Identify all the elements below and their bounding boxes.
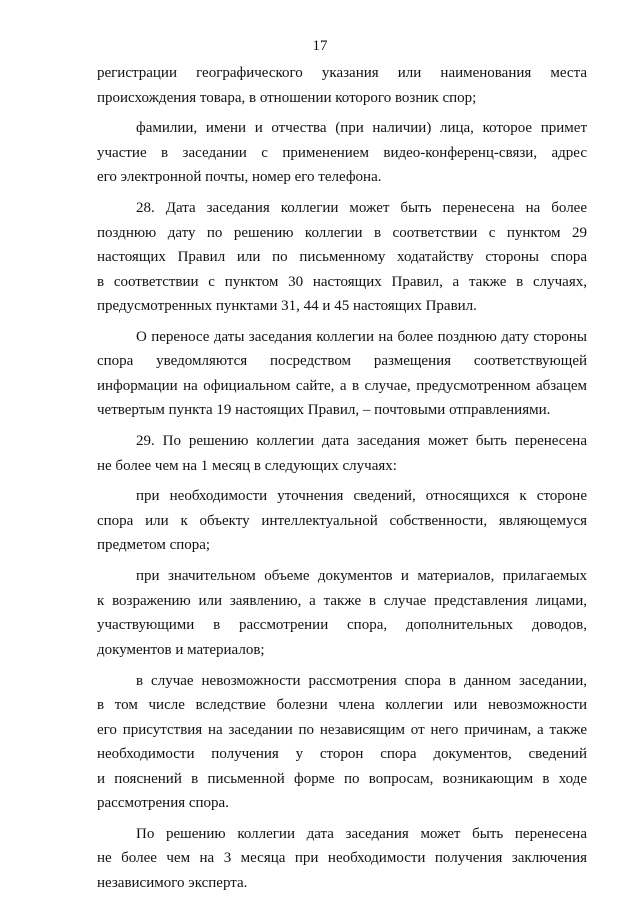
text-line: происхождения товара, в отношении которого возник спор; <box>97 89 477 106</box>
text-line: участие в заседании с применением видео-конференц-связи, адрес <box>97 144 587 161</box>
text-line: участвующими в рассмотрении спора, дополнительных доводов, <box>97 617 587 634</box>
text-line: в том числе вследствие болезни члена коллегии или невозможности <box>97 697 587 714</box>
text-line: и пояснений в письменной форме по вопросам, возникающим в ходе <box>97 770 587 787</box>
text-line: при значительном объеме документов и материалов, прилагаемых <box>136 568 587 585</box>
document-body <box>97 61 587 895</box>
text-line: спора или к объекту интеллектуальной собственности, являющемуся <box>97 512 587 529</box>
text-line: О переносе даты заседания коллегии на более позднюю дату стороны <box>136 328 587 345</box>
paragraph <box>97 822 587 896</box>
paragraph <box>97 325 587 423</box>
text-line: По решению коллегии дата заседания может быть перенесена <box>136 825 587 842</box>
text-line: регистрации географического указания или наименования места <box>97 65 587 81</box>
text-line: не более чем на 1 месяц в следующих случаях: <box>97 457 397 474</box>
text-line: документов и материалов; <box>97 641 265 658</box>
paragraph <box>97 429 587 478</box>
text-line: четвертым пункта 19 настоящих Правил, – почтовыми отправлениями. <box>97 402 551 419</box>
paragraph <box>97 61 587 110</box>
text-line: при необходимости уточнения сведений, относящихся к стороне <box>136 488 587 505</box>
paragraph <box>97 116 587 190</box>
text-line: в случае невозможности рассмотрения спора в данном заседании, <box>136 672 587 689</box>
paragraph <box>97 196 587 319</box>
text-line: необходимости получения у сторон спора документов, сведений <box>97 746 587 763</box>
text-line: предметом спора; <box>97 537 211 554</box>
page-number: 17 <box>312 38 328 54</box>
text-line: спора уведомляются посредством размещения соответствующей <box>97 353 587 370</box>
text-line: 28. Дата заседания коллегии может быть перенесена на более <box>136 200 587 217</box>
text-line: его электронной почты, номер его телефона. <box>97 169 382 186</box>
text-line: рассмотрения спора. <box>97 795 229 812</box>
text-line: в соответствии с пунктом 30 настоящих Правил, а также в случаях, <box>97 273 587 290</box>
text-line: фамилии, имени и отчества (при наличии) лица, которое примет <box>136 120 587 137</box>
text-line: позднюю дату по решению коллегии в соответствии с пунктом 29 <box>97 224 587 241</box>
paragraph <box>97 669 587 816</box>
text-line: к возражению или заявлению, а также в случае представления лицами, <box>97 592 587 609</box>
text-line: настоящих Правил или по письменному ходатайству стороны спора <box>97 249 587 266</box>
text-line: предусмотренных пунктами 31, 44 и 45 настоящих Правил. <box>97 298 477 315</box>
text-line: не более чем на 3 месяца при необходимости получения заключения <box>97 850 587 867</box>
paragraph <box>97 484 587 558</box>
text-line: его присутствия на заседании по независящим от него причинам, а также <box>97 721 587 738</box>
text-line: 29. По решению коллегии дата заседания может быть перенесена <box>136 433 587 450</box>
text-line: независимого эксперта. <box>97 874 248 891</box>
paragraph <box>97 564 587 662</box>
text-line: информации на официальном сайте, а в случае, предусмотренном абзацем <box>97 377 587 394</box>
